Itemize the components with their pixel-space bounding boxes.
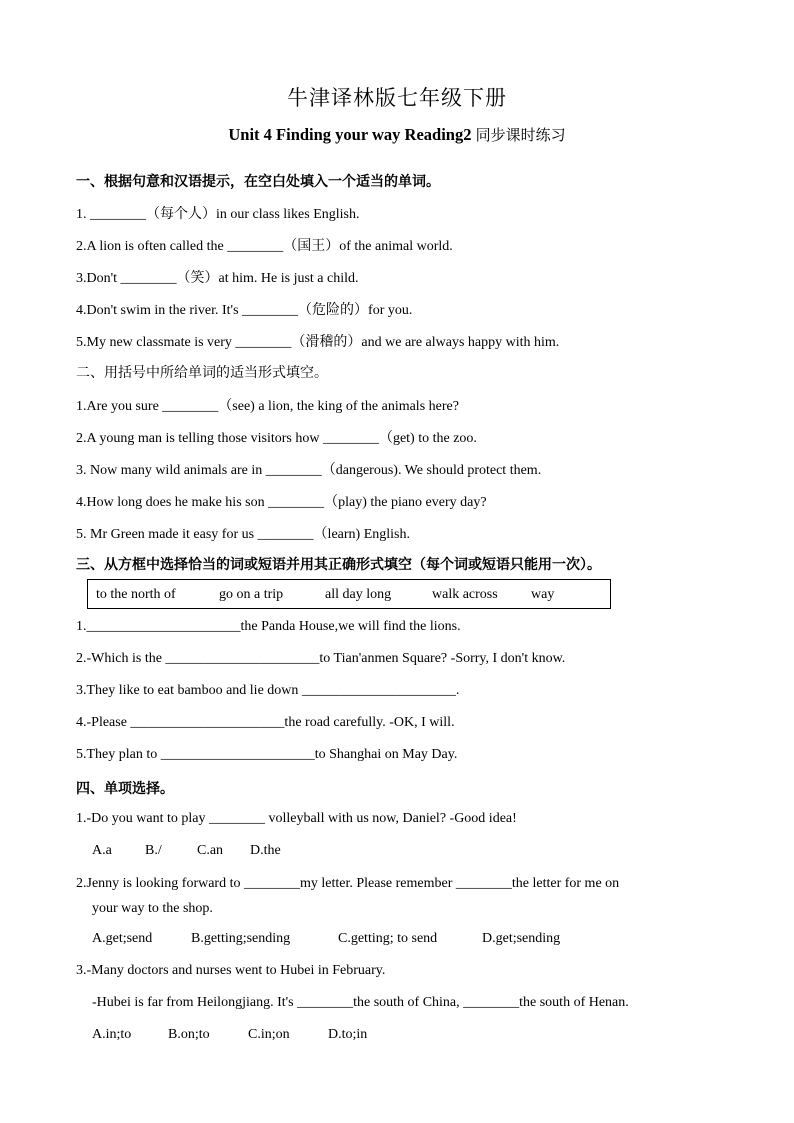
q2-option-a: A.get;send <box>92 931 153 946</box>
section4-heading: 四、单项选择。 <box>76 781 174 797</box>
section3-item-4: 4.-Please ______________________the road carefully. -OK, I will. <box>76 715 455 730</box>
word-box-item: go on a trip <box>219 587 284 602</box>
q2-stem: 2.Jenny is looking forward to ________my letter. Please remember ________the letter for me on <box>76 876 620 891</box>
word-box-item: walk across <box>432 587 498 602</box>
q1-stem: 1.-Do you want to play ________ volleyball with us now, Daniel? -Good idea! <box>76 811 517 826</box>
q1-option-c: C.an <box>197 843 224 858</box>
section2-item-1: 1.Are you sure ________（see) a lion, the king of the animals here? <box>76 399 459 414</box>
section2-item-4: 4.How long does he make his son ________（play) the piano every day? <box>76 495 487 510</box>
section1-item-5: 5.My new classmate is very ________（滑稽的）and we are always happy with him. <box>76 335 560 350</box>
section3-item-1: 1.______________________the Panda House,we will find the lions. <box>76 619 461 634</box>
page-subtitle <box>0 124 794 145</box>
section2-item-2: 2.A young man is telling those visitors how ________（get) to the zoo. <box>76 431 477 446</box>
q2-stem-block <box>76 871 718 921</box>
section1-item-3: 3.Don't ________（笑）at him. He is just a child. <box>76 271 359 286</box>
q3-stem: 3.-Many doctors and nurses went to Hubei in February. <box>76 963 386 978</box>
q1-option-d: D.the <box>250 843 281 858</box>
word-box-item: way <box>531 587 555 602</box>
q3-stem-2: -Hubei is far from Heilongjiang. It's ________the south of China, ________the south of Henan. <box>92 995 629 1010</box>
section1-heading: 一、根据句意和汉语提示，在空白处填入一个适当的单词。 <box>76 174 440 190</box>
section2-item-3: 3. Now many wild animals are in ________（dangerous). We should protect them. <box>76 463 542 478</box>
word-box-item: to the north of <box>96 587 176 602</box>
word-box <box>87 579 611 609</box>
page-title: 牛津译林版七年级下册 <box>287 86 507 110</box>
section2-item-5: 5. Mr Green made it easy for us ________（learn) English. <box>76 527 410 542</box>
q3-option-a: A.in;to <box>92 1027 132 1042</box>
section3-item-3: 3.They like to eat bamboo and lie down ______________________. <box>76 683 460 698</box>
q2-stem-cont: your way to the shop. <box>92 901 213 916</box>
q2-option-c: C.getting; to send <box>338 931 438 946</box>
section3-item-5: 5.They plan to ______________________to Shanghai on May Day. <box>76 747 458 762</box>
q3-option-d: D.to;in <box>328 1027 368 1042</box>
section3-item-2: 2.-Which is the ______________________to Tian'anmen Square? -Sorry, I don't know. <box>76 651 566 666</box>
q3-option-c: C.in;on <box>248 1027 290 1042</box>
subtitle-cn: 同步课时练习 <box>475 126 566 144</box>
section3-heading: 三、从方框中选择恰当的词或短语并用其正确形式填空（每个词或短语只能用一次）。 <box>76 557 601 573</box>
q2-option-b: B.getting;sending <box>191 931 291 946</box>
q1-option-b: B./ <box>145 843 162 858</box>
section1-item-1: 1. ________（每个人）in our class likes English. <box>76 207 360 222</box>
section1-item-2: 2.A lion is often called the ________（国王）of the animal world. <box>76 239 453 254</box>
word-box-item: all day long <box>325 587 392 602</box>
q3-option-b: B.on;to <box>168 1027 210 1042</box>
q2-option-d: D.get;sending <box>482 931 561 946</box>
q1-option-a: A.a <box>92 843 112 858</box>
section2-heading: 二、用括号中所给单词的适当形式填空。 <box>76 365 328 381</box>
subtitle-en: Unit 4 Finding your way Reading2 <box>228 125 472 144</box>
section1-item-4: 4.Don't swim in the river. It's ________（危险的）for you. <box>76 303 413 318</box>
